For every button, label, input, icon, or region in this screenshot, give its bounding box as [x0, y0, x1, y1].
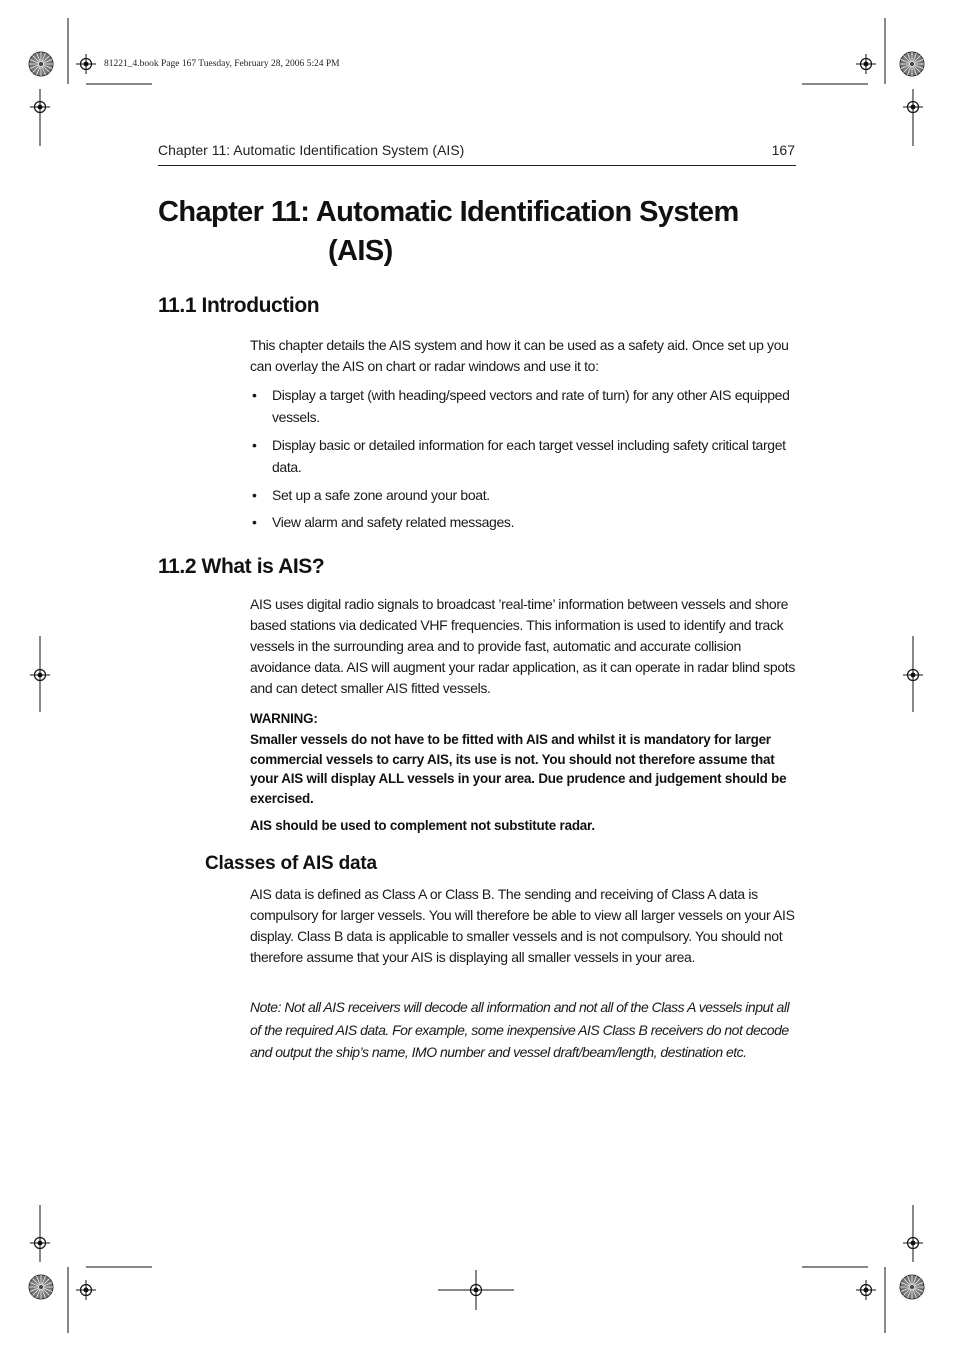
what-is-ais-paragraph: AIS uses digital radio signals to broadcast ’real-time’ information between vessels and shore based stations via dedicated VHF frequencies. This information is used to identify and track vessels in the surrounding area and to provide fast, automatic and accurate collision avoidance data. AIS will augment your radar application, as it can operate in radar blind spots and can detect smaller AIS fitted vessels.	[250, 596, 795, 696]
registration-crosshair	[856, 1280, 876, 1300]
print-info: 81221_4.book Page 167 Tuesday, February 28, 2006 5:24 PM	[104, 59, 340, 69]
warning-note: AIS should be used to complement not substitute radar.	[250, 818, 595, 833]
chapter-title	[158, 193, 818, 271]
header-rule	[158, 165, 796, 166]
registration-crosshair	[903, 1233, 923, 1253]
registration-rosette-bottom-left	[29, 1275, 53, 1299]
list-item	[250, 434, 796, 478]
registration-crosshair	[30, 97, 50, 117]
warning-label: WARNING:	[250, 711, 318, 726]
chapter-title-line1: Chapter 11: Automatic Identification System	[158, 196, 739, 228]
registration-crosshair	[856, 54, 876, 74]
page-number: 167	[771, 142, 795, 158]
bullet-icon: •	[252, 387, 257, 403]
registration-rosette-top-right	[900, 52, 924, 76]
warning-text: Smaller vessels do not have to be fitted with AIS and whilst it is mandatory for larger commercial vessels to carry AIS, its use is not. You should not therefore assume that your AIS will display ALL vessels in your area. Due prudence and judgement should be exercised.	[250, 732, 787, 806]
bullet-icon: •	[252, 437, 257, 453]
running-header-chapter: Chapter 11: Automatic Identification System (AIS)	[158, 142, 465, 158]
classes-paragraph: AIS data is defined as Class A or Class B. The sending and receiving of Class A data is compulsory for larger vessels. You will therefore be able to view all larger vessels on your AIS display. Class B data is applicable to smaller vessels and is not compulsory. You should not therefore assume that your AIS is displaying all smaller vessels in your area.	[250, 886, 795, 965]
registration-crosshair	[30, 665, 50, 685]
subsection-heading-classes: Classes of AIS data	[205, 853, 377, 874]
list-item	[250, 484, 796, 506]
list-item-text: Display basic or detailed information for each target vessel including safety critical target data.	[272, 437, 786, 475]
registration-crosshair	[903, 97, 923, 117]
list-item-text: Set up a safe zone around your boat.	[272, 487, 490, 503]
registration-crosshair	[466, 1280, 486, 1300]
chapter-title-line2: (AIS)	[328, 235, 393, 267]
section-heading-what-is-ais: 11.2 What is AIS?	[158, 555, 325, 578]
registration-rosette-bottom-right	[900, 1275, 924, 1299]
list-item	[250, 511, 796, 533]
list-item	[250, 384, 796, 428]
list-item-text: View alarm and safety related messages.	[272, 514, 515, 530]
registration-crosshair	[903, 665, 923, 685]
registration-crosshair	[30, 1233, 50, 1253]
section-heading-introduction: 11.1 Introduction	[158, 294, 320, 317]
registration-rosette-top-left	[29, 52, 53, 76]
bullet-icon: •	[252, 514, 257, 530]
bullet-icon: •	[252, 487, 257, 503]
registration-crosshair	[76, 1280, 96, 1300]
classes-note: Note: Not all AIS receivers will decode all information and not all of the Class A vessels input all of the required AIS data. For example, some inexpensive AIS Class B receivers do not decode and output the ship’s name, IMO number and vessel draft/beam/length, destination etc.	[250, 999, 790, 1060]
registration-crosshair	[76, 54, 96, 74]
intro-paragraph: This chapter details the AIS system and how it can be used as a safety aid. Once set up you can overlay the AIS on chart or radar windows and use it to:	[250, 337, 789, 374]
list-item-text: Display a target (with heading/speed vectors and rate of turn) for any other AIS equipped vessels.	[272, 387, 790, 425]
